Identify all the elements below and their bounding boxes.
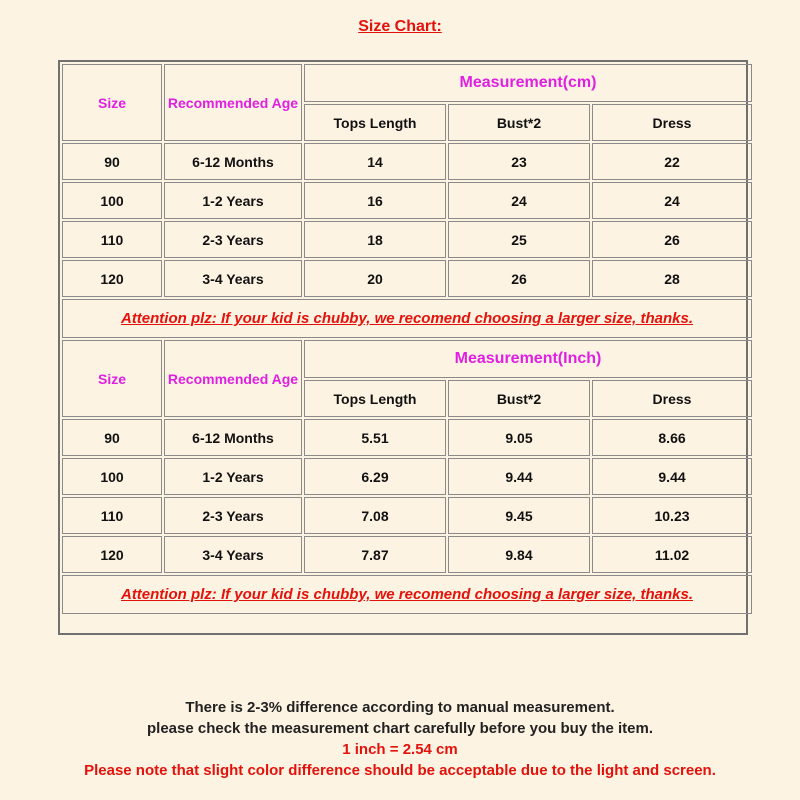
table-row <box>62 419 752 456</box>
table-row <box>62 260 752 297</box>
header-recommended-age: Recommended Age <box>164 340 302 417</box>
header-size: Size <box>62 64 162 141</box>
header-dress: Dress <box>592 380 752 417</box>
cell-size: 90 <box>62 419 162 456</box>
cell-bust: 25 <box>448 221 590 258</box>
table-row <box>62 458 752 495</box>
header-size: Size <box>62 340 162 417</box>
cell-tops-length: 14 <box>304 143 446 180</box>
cell-bust: 23 <box>448 143 590 180</box>
note-inch-conversion: 1 inch = 2.54 cm <box>342 741 458 758</box>
cell-bust: 26 <box>448 260 590 297</box>
header-bust: Bust*2 <box>448 380 590 417</box>
cell-size: 90 <box>62 143 162 180</box>
cell-age: 6-12 Months <box>164 143 302 180</box>
size-chart <box>58 60 748 635</box>
cell-bust: 9.05 <box>448 419 590 456</box>
cell-dress: 8.66 <box>592 419 752 456</box>
header-bust: Bust*2 <box>448 104 590 141</box>
cell-age: 3-4 Years <box>164 260 302 297</box>
cell-size: 100 <box>62 182 162 219</box>
table-row <box>62 221 752 258</box>
table-row <box>62 536 752 573</box>
cell-tops-length: 16 <box>304 182 446 219</box>
attention-note-inch: Attention plz: If your kid is chubby, we recomend choosing a larger size, thanks. <box>62 575 752 614</box>
header-recommended-age: Recommended Age <box>164 64 302 141</box>
cell-size: 100 <box>62 458 162 495</box>
cell-dress: 28 <box>592 260 752 297</box>
cell-size: 110 <box>62 221 162 258</box>
attention-note-cm: Attention plz: If your kid is chubby, we recomend choosing a larger size, thanks. <box>62 299 752 338</box>
cell-bust: 9.45 <box>448 497 590 534</box>
cell-tops-length: 5.51 <box>304 419 446 456</box>
header-dress: Dress <box>592 104 752 141</box>
cell-age: 6-12 Months <box>164 419 302 456</box>
cell-tops-length: 20 <box>304 260 446 297</box>
cell-tops-length: 7.08 <box>304 497 446 534</box>
note-check-chart: please check the measurement chart carefully before you buy the item. <box>146 720 653 737</box>
size-table <box>60 62 754 616</box>
cell-age: 1-2 Years <box>164 182 302 219</box>
table-row <box>62 182 752 219</box>
page-title: Size Chart: <box>358 18 442 35</box>
header-tops-length: Tops Length <box>304 380 446 417</box>
cell-age: 1-2 Years <box>164 458 302 495</box>
cell-size: 110 <box>62 497 162 534</box>
cell-dress: 10.23 <box>592 497 752 534</box>
cell-tops-length: 6.29 <box>304 458 446 495</box>
header-measurement-cm: Measurement(cm) <box>304 64 752 102</box>
cell-dress: 9.44 <box>592 458 752 495</box>
cell-tops-length: 18 <box>304 221 446 258</box>
cell-tops-length: 7.87 <box>304 536 446 573</box>
note-color-difference: Please note that slight color difference should be acceptable due to the light and screen. <box>84 762 716 779</box>
table-row <box>62 143 752 180</box>
cell-bust: 9.44 <box>448 458 590 495</box>
header-tops-length: Tops Length <box>304 104 446 141</box>
cell-bust: 24 <box>448 182 590 219</box>
cell-size: 120 <box>62 260 162 297</box>
cell-dress: 22 <box>592 143 752 180</box>
table-row <box>62 497 752 534</box>
cell-dress: 11.02 <box>592 536 752 573</box>
notes <box>0 697 800 781</box>
cell-size: 120 <box>62 536 162 573</box>
cell-age: 2-3 Years <box>164 497 302 534</box>
cell-dress: 24 <box>592 182 752 219</box>
cell-bust: 9.84 <box>448 536 590 573</box>
cell-age: 2-3 Years <box>164 221 302 258</box>
cell-age: 3-4 Years <box>164 536 302 573</box>
cell-dress: 26 <box>592 221 752 258</box>
header-measurement-inch: Measurement(Inch) <box>304 340 752 378</box>
note-measurement-difference: There is 2-3% difference according to manual measurement. <box>185 699 615 716</box>
